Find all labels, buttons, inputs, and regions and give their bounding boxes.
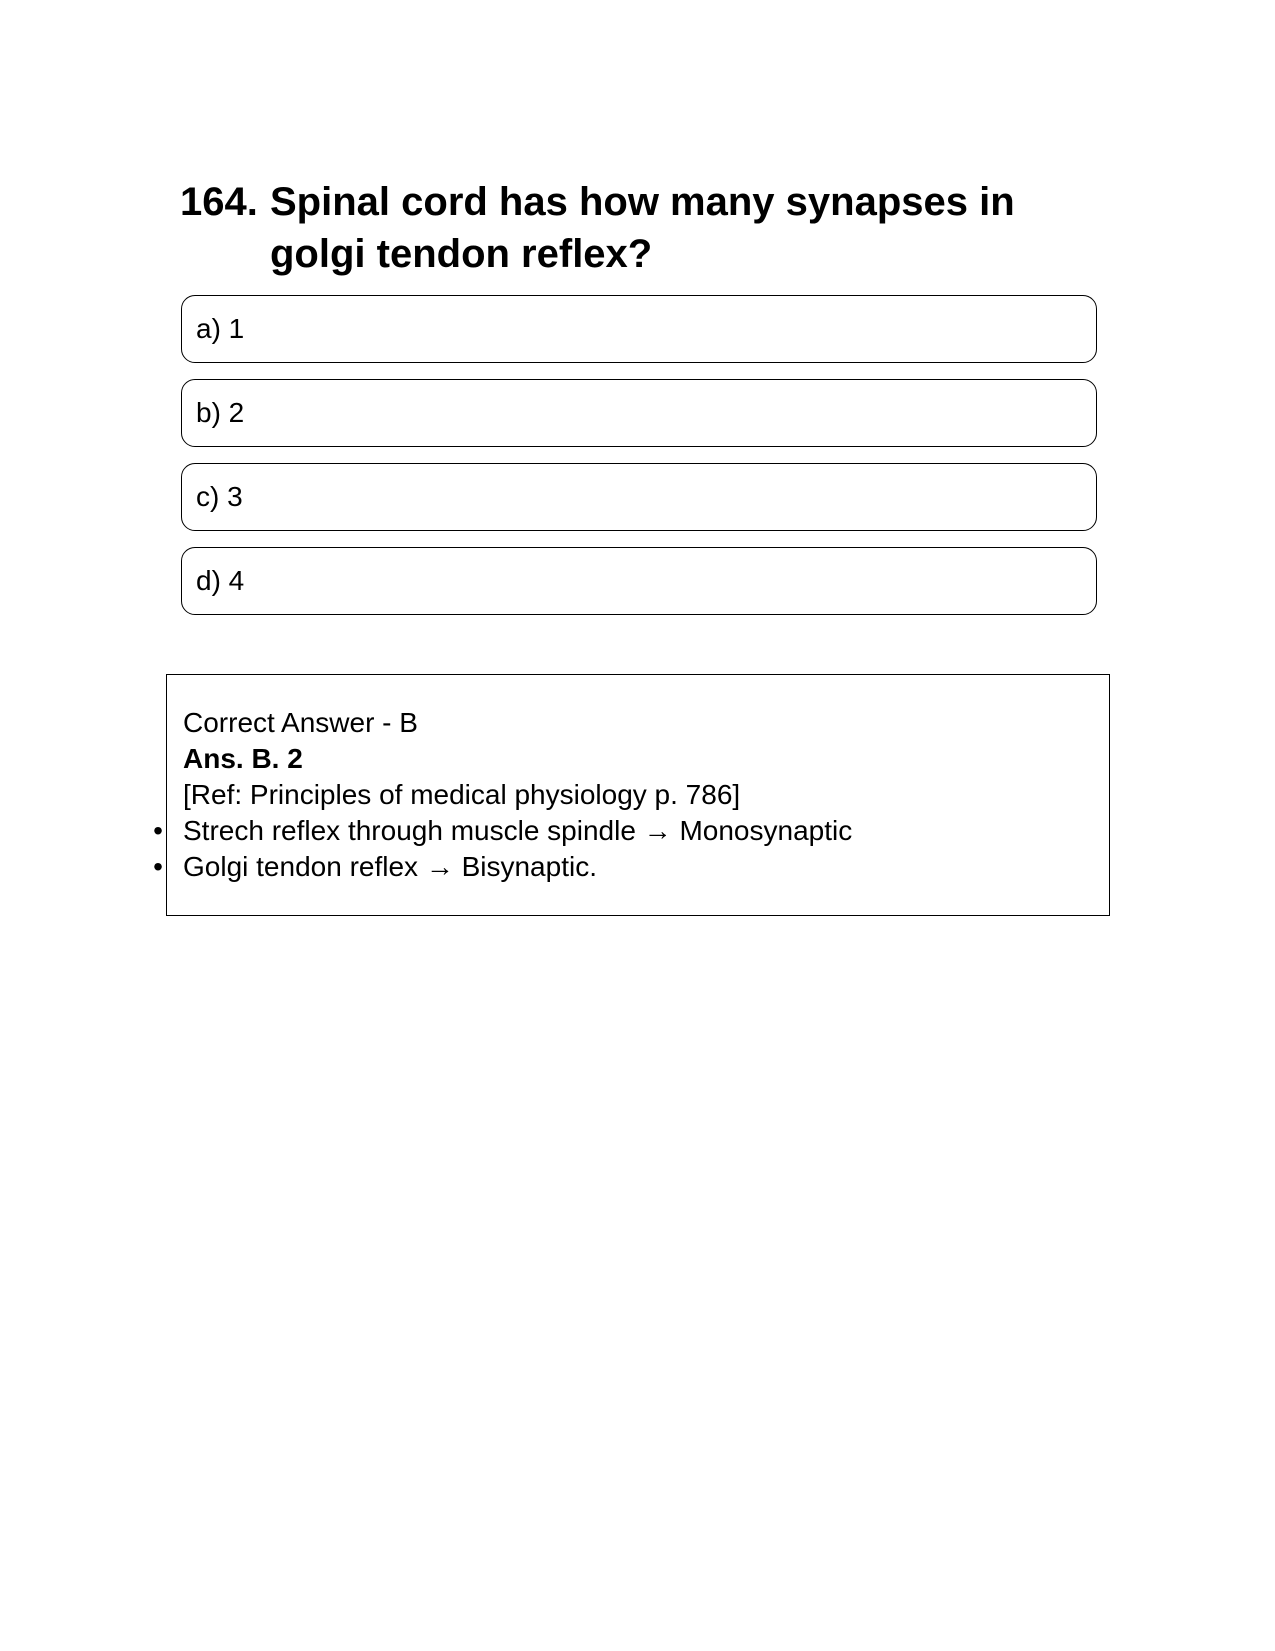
list-item: [153, 813, 853, 849]
list-item: [153, 849, 852, 885]
option-label: c) 3: [196, 481, 243, 512]
explanation-bullets: [153, 813, 853, 885]
correct-answer-line: Correct Answer - B: [183, 707, 418, 738]
question-heading: [180, 176, 1100, 280]
bullet-text: Strech reflex through muscle spindle → Monosynaptic: [183, 815, 853, 846]
bullet-icon: •: [153, 815, 163, 846]
option-c[interactable]: [181, 463, 1097, 531]
bullet-icon: •: [153, 851, 163, 882]
question-text: Spinal cord has how many synapses in golgi tendon reflex?: [270, 180, 1015, 276]
option-label: b) 2: [196, 397, 245, 428]
answer-line: Ans. B. 2: [183, 743, 303, 774]
option-d[interactable]: [181, 547, 1097, 615]
options-list: [181, 295, 1097, 631]
option-b[interactable]: [181, 379, 1097, 447]
answer-explanation-box: [153, 674, 1110, 916]
option-label: d) 4: [196, 565, 245, 596]
answer-content: [153, 705, 853, 885]
reference-line: [Ref: Principles of medical physiology p. 786]: [183, 779, 741, 810]
option-a[interactable]: [181, 295, 1097, 363]
bullet-text: Golgi tendon reflex → Bisynaptic.: [183, 851, 597, 882]
option-label: a) 1: [196, 313, 245, 344]
question-number: 164.: [180, 180, 258, 224]
